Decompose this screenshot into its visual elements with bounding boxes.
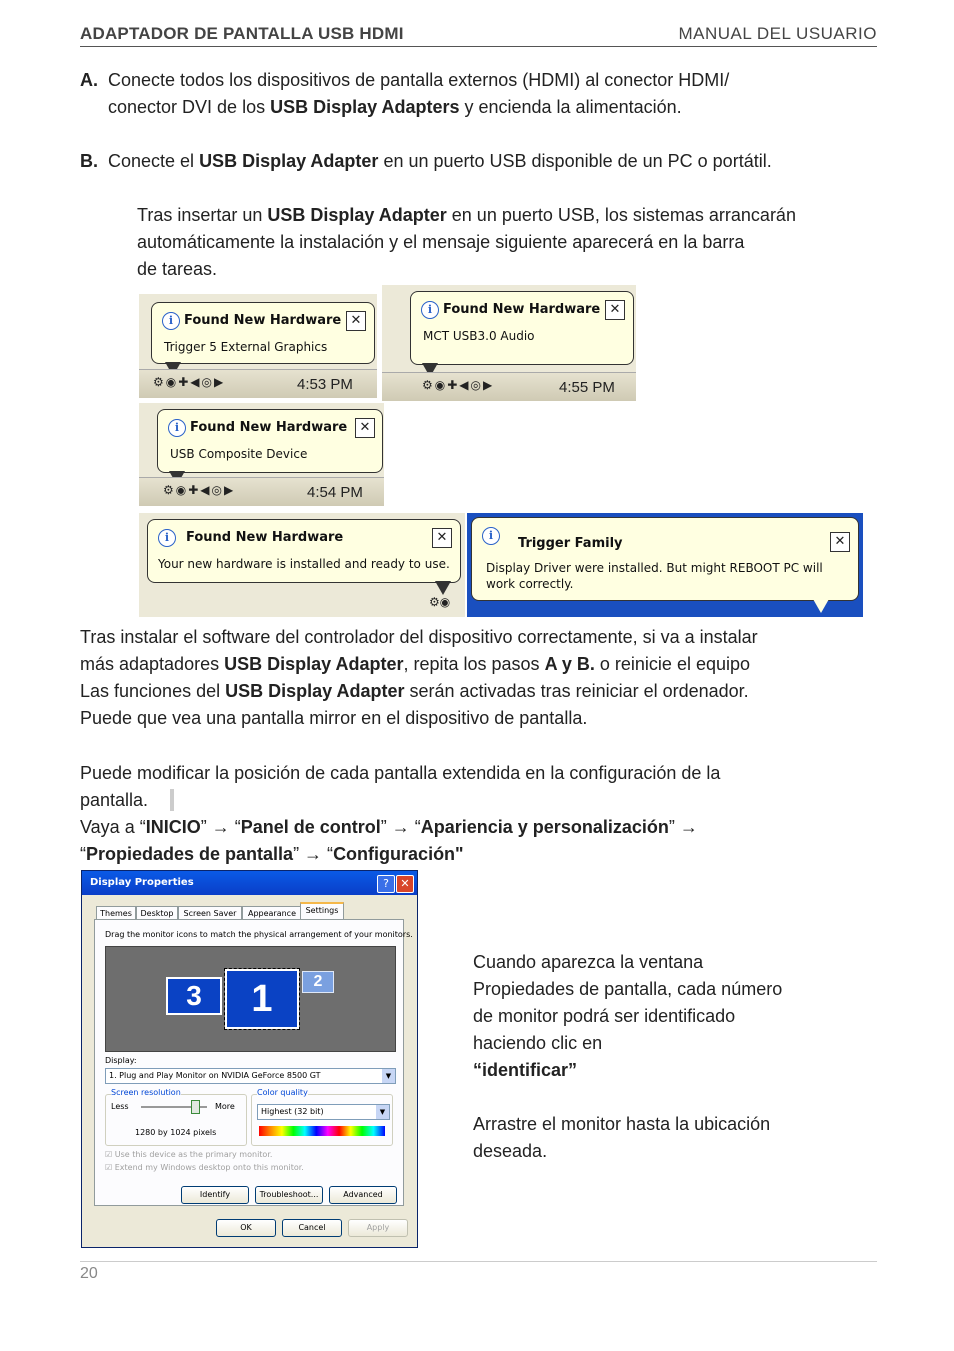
taskbar (139, 369, 377, 398)
tray-clock: 4:54 PM (307, 484, 363, 501)
close-icon[interactable]: ✕ (605, 300, 625, 320)
window-title: Display Properties (90, 877, 194, 888)
close-icon[interactable]: ✕ (432, 528, 452, 548)
tray-clock: 4:55 PM (559, 379, 615, 396)
page-header (80, 22, 877, 47)
resolution-less: Less (111, 1102, 129, 1111)
para2-line2: más adaptadores USB Display Adapter, repita los pasos A y B. o reinicie el equipo (80, 654, 751, 674)
taskbar (382, 372, 636, 401)
side-text-line3: de monitor podrá ser identificado (473, 1006, 736, 1026)
para3-line1: Puede modificar la posición de cada pantalla extendida en la configuración de la (80, 763, 721, 783)
side-text-line4: haciendo clic en (473, 1033, 603, 1053)
resolution-slider-thumb[interactable] (191, 1100, 200, 1114)
close-icon[interactable]: ✕ (830, 532, 850, 552)
tab-themes[interactable]: Themes (96, 906, 136, 920)
side-text-line7: deseada. (473, 1141, 548, 1161)
notification-title: Found New Hardware (186, 530, 344, 545)
balloon-tail (813, 599, 829, 613)
instruction-text: Drag the monitor icons to match the physical arrangement of your monitors. (105, 930, 413, 939)
display-label: Display: (105, 1056, 137, 1065)
resolution-value: 1280 by 1024 pixels (135, 1128, 217, 1137)
para3-line2: pantalla. (80, 790, 149, 810)
color-quality-group (251, 1094, 393, 1146)
tray-clock: 4:53 PM (297, 376, 353, 393)
step-a-line1: Conecte todos los dispositivos de pantalla externos (HDMI) al conector HDMI/ (108, 70, 730, 90)
para3-path-line1: Vaya a “INICIO” → “Panel de control” → “Apariencia y personalización” → (80, 817, 698, 837)
notification-balloon (157, 409, 383, 473)
primary-monitor-checkbox[interactable]: ☑ Use this device as the primary monitor. (105, 1150, 273, 1159)
notification-title: Found New Hardware (184, 313, 342, 328)
chevron-down-icon: ▼ (376, 1105, 389, 1119)
footer-divider (80, 1261, 877, 1262)
color-bar (259, 1126, 385, 1136)
resolution-label: Screen resolution (111, 1088, 181, 1097)
notification-screenshot-4 (139, 513, 465, 617)
tab-screen-saver[interactable]: Screen Saver (178, 906, 242, 920)
page-number: 20 (80, 1265, 98, 1282)
color-quality-label: Color quality (257, 1088, 308, 1097)
notification-title: Trigger Family (518, 536, 623, 551)
title-bar (82, 871, 417, 895)
notification-text: USB Composite Device (170, 447, 308, 461)
cursor-mark (170, 789, 174, 811)
tray-icons: ⚙◉✚◀◎▶ (163, 483, 236, 497)
monitor-3[interactable]: 3 (166, 977, 222, 1015)
notification-screenshot-1 (139, 294, 377, 398)
notification-balloon (471, 517, 859, 601)
help-button[interactable]: ? (377, 875, 395, 893)
notification-text: MCT USB3.0 Audio (423, 329, 535, 343)
notification-text: Display Driver were installed. But might REBOOT PC will work correctly. (486, 561, 823, 591)
insert-line1: Tras insertar un USB Display Adapter en un puerto USB, los sistemas arrancarán (137, 205, 796, 225)
monitor-1[interactable]: 1 (225, 969, 299, 1029)
notification-screenshot-5 (467, 513, 863, 617)
header-title: ADAPTADOR DE PANTALLA USB HDMI (80, 24, 404, 43)
notification-balloon (151, 302, 375, 364)
para2-line1: Tras instalar el software del controlador del dispositivo correctamente, si va a instalar (80, 627, 758, 647)
tab-appearance[interactable]: Appearance (242, 906, 302, 920)
tab-desktop[interactable]: Desktop (136, 906, 178, 920)
notification-text: Trigger 5 External Graphics (164, 340, 328, 354)
settings-panel (94, 919, 413, 1206)
tab-settings[interactable]: Settings (300, 902, 344, 921)
notification-title: Found New Hardware (190, 420, 348, 435)
info-icon: i (162, 312, 180, 330)
taskbar (139, 477, 384, 506)
notification-balloon (147, 519, 461, 583)
para2-line3: Las funciones del USB Display Adapter serán activadas tras reiniciar el ordenador. (80, 681, 749, 701)
step-a-label: A. (80, 70, 98, 90)
side-text-line2: Propiedades de pantalla, cada número (473, 979, 783, 999)
notification-balloon (410, 291, 634, 365)
info-icon: i (421, 301, 439, 319)
tray-icons: ⚙◉✚◀◎▶ (422, 378, 495, 392)
step-b-text: Conecte el USB Display Adapter en un puerto USB disponible de un PC o portátil. (108, 151, 772, 171)
close-icon[interactable]: ✕ (346, 311, 366, 331)
display-properties-window (81, 870, 418, 1248)
info-icon: i (168, 419, 186, 437)
advanced-button[interactable]: Advanced (329, 1186, 397, 1204)
para2-line4: Puede que vea una pantalla mirror en el dispositivo de pantalla. (80, 708, 588, 728)
side-text-line1: Cuando aparezca la ventana (473, 952, 704, 972)
insert-line2: automáticamente la instalación y el mensaje siguiente aparecerá en la barra (137, 232, 745, 252)
notification-text: Your new hardware is installed and ready to use. (158, 557, 450, 571)
ok-button[interactable]: OK (216, 1219, 276, 1237)
color-quality-select[interactable]: Highest (32 bit) ▼ (257, 1104, 390, 1120)
chevron-down-icon: ▼ (382, 1069, 395, 1083)
side-text-identify: “identificar” (473, 1060, 578, 1080)
monitor-2[interactable]: 2 (302, 971, 334, 993)
balloon-tail (435, 581, 451, 595)
close-button[interactable]: ✕ (396, 875, 414, 893)
identify-button[interactable]: Identify (181, 1186, 249, 1204)
info-icon: i (482, 527, 500, 545)
side-text-line6: Arrastre el monitor hasta la ubicación (473, 1114, 771, 1134)
header-manual: MANUAL DEL USUARIO (678, 24, 877, 43)
extend-desktop-checkbox[interactable]: ☑ Extend my Windows desktop onto this monitor. (105, 1163, 304, 1172)
info-icon: i (158, 529, 176, 547)
notification-title: Found New Hardware (443, 302, 601, 317)
step-b-label: B. (80, 151, 98, 171)
monitor-arrangement-area[interactable] (105, 946, 396, 1052)
notification-screenshot-3 (139, 403, 384, 506)
tray-icons: ⚙◉✚◀◎▶ (153, 375, 226, 389)
para3-path-line2: “Propiedades de pantalla” → “Configuración" (80, 844, 464, 864)
resolution-more: More (215, 1102, 235, 1111)
step-a-line2: conector DVI de los USB Display Adapters y encienda la alimentación. (108, 97, 682, 117)
notification-screenshot-2 (382, 285, 636, 401)
apply-button[interactable]: Apply (348, 1219, 408, 1237)
troubleshoot-button[interactable]: Troubleshoot... (255, 1186, 323, 1204)
cancel-button[interactable]: Cancel (282, 1219, 342, 1237)
insert-line3: de tareas. (137, 259, 218, 279)
close-icon[interactable]: ✕ (355, 418, 375, 438)
tray-icons-partial: ⚙◉ (429, 595, 451, 609)
display-select[interactable]: 1. Plug and Play Monitor on NVIDIA GeForce 8500 GT ▼ (105, 1068, 396, 1084)
